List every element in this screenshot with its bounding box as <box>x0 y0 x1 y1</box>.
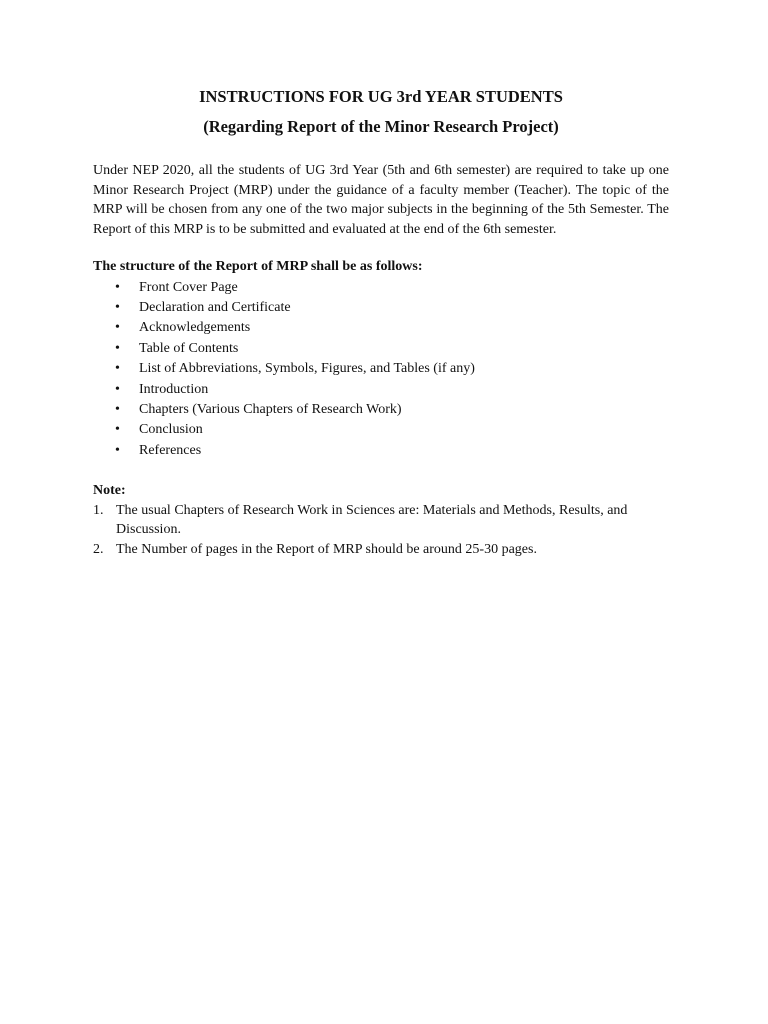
list-item-text: Front Cover Page <box>139 279 238 295</box>
note-number: 2. <box>93 541 104 557</box>
list-item <box>93 278 669 298</box>
bullet-icon: • <box>115 320 120 336</box>
bullet-icon: • <box>115 401 120 417</box>
note-text: The usual Chapters of Research Work in Sciences are: Materials and Methods, Results, and Discussion. <box>116 502 628 538</box>
list-item-text: Acknowledgements <box>139 320 251 336</box>
bullet-icon: • <box>115 442 120 458</box>
bullet-icon: • <box>115 381 120 397</box>
note-item <box>93 540 669 560</box>
list-item <box>93 420 669 440</box>
list-item <box>93 400 669 420</box>
list-item <box>93 339 669 359</box>
list-item <box>93 298 669 318</box>
bullet-icon: • <box>115 340 120 356</box>
list-item <box>93 380 669 400</box>
bullet-icon: • <box>115 422 120 438</box>
note-item <box>93 501 669 540</box>
note-number: 1. <box>93 502 104 518</box>
list-item <box>93 359 669 379</box>
list-item-text: Declaration and Certificate <box>139 299 291 315</box>
structure-heading: The structure of the Report of MRP shall be as follows: <box>93 259 423 274</box>
list-item-text: Introduction <box>139 381 209 397</box>
list-item-text: List of Abbreviations, Symbols, Figures, and Tables (if any) <box>139 361 475 377</box>
list-item-text: References <box>139 442 202 458</box>
intro-paragraph: Under NEP 2020, all the students of UG 3rd Year (5th and 6th semester) are required to take up one Minor Research Project (MRP) under the guidance of a faculty member (Teacher). The topic of the MRP will be chosen from any one of the two major subjects in the beginning of the 5th Semester. The Report of this MRP is to be submitted and evaluated at the end of the 6th semester. <box>93 163 669 237</box>
document-page <box>93 86 669 559</box>
bullet-icon: • <box>115 279 120 295</box>
document-subtitle: (Regarding Report of the Minor Research Project) <box>203 117 559 136</box>
document-title: INSTRUCTIONS FOR UG 3rd YEAR STUDENTS <box>199 87 563 106</box>
bullet-icon: • <box>115 361 120 377</box>
list-item-text: Conclusion <box>139 422 203 438</box>
list-item <box>93 441 669 461</box>
bullet-icon: • <box>115 299 120 315</box>
list-item-text: Table of Contents <box>139 340 239 356</box>
notes-list <box>93 501 669 560</box>
note-heading: Note: <box>93 483 126 499</box>
list-item-text: Chapters (Various Chapters of Research Work) <box>139 401 402 417</box>
structure-list <box>93 278 669 462</box>
list-item <box>93 318 669 338</box>
note-text: The Number of pages in the Report of MRP should be around 25-30 pages. <box>116 541 537 557</box>
